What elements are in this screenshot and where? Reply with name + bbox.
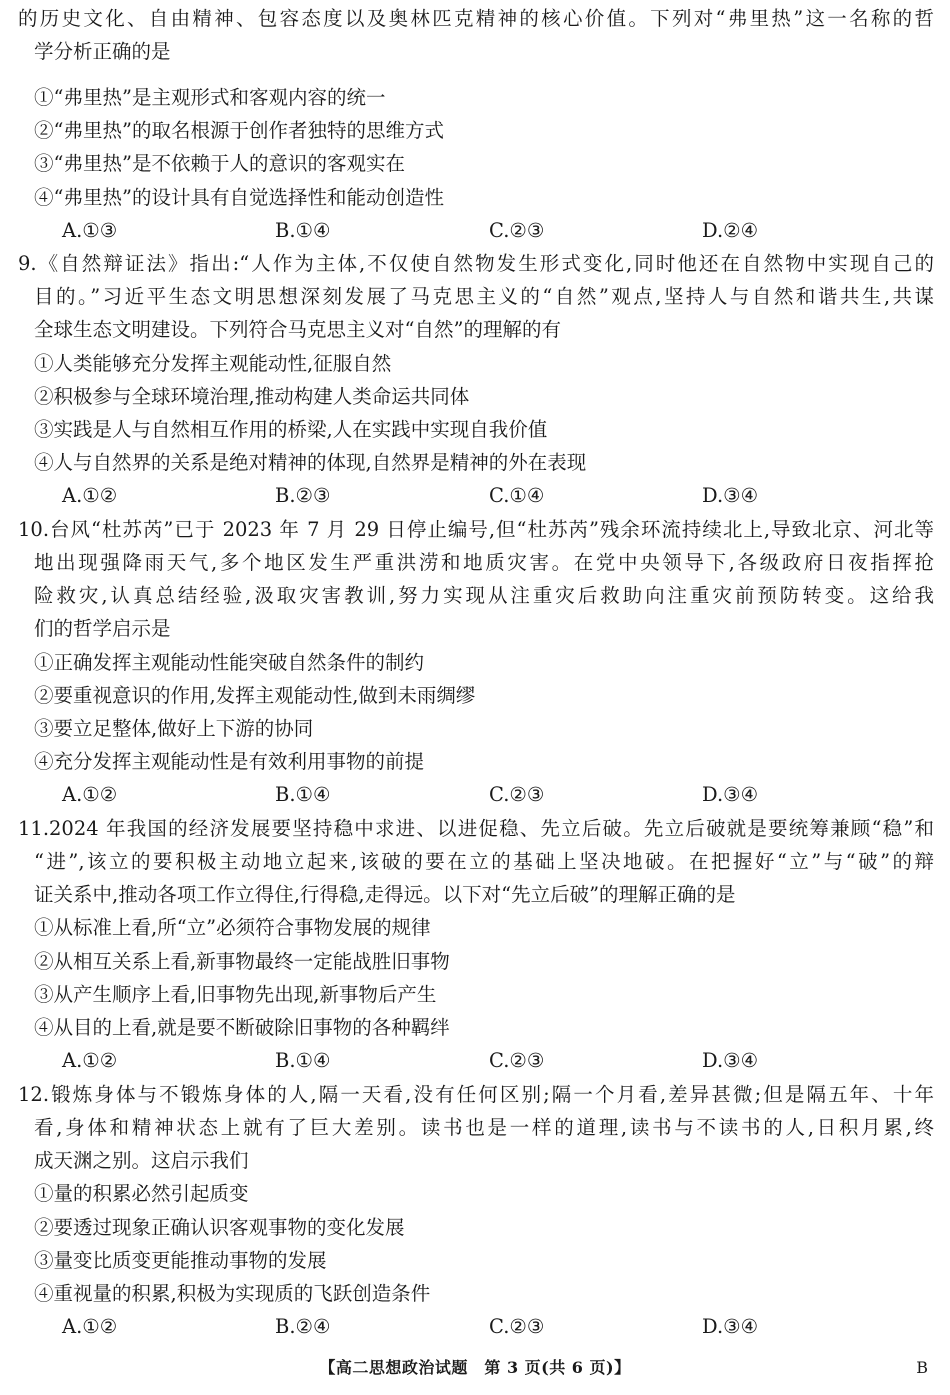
option-a: A.①② <box>62 783 118 806</box>
page-footer <box>0 1353 950 1383</box>
options-row <box>0 1044 950 1077</box>
option-a: A.①② <box>62 1049 118 1072</box>
statement-4: ④从目的上看,就是要不断破除旧事物的各种羁绊 <box>34 1016 450 1039</box>
statement-1: ①量的积累必然引起质变 <box>34 1182 249 1205</box>
statement-1: ①人类能够充分发挥主观能动性,征服自然 <box>34 352 392 375</box>
question-stem-line: 看,身体和精神状态上就有了巨大差别。读书也是一样的道理,读书与不读书的人,日积月累,终 <box>34 1116 934 1139</box>
statement-1: ①从标准上看,所“立”必须符合事物发展的规律 <box>34 916 431 939</box>
question-stem-line: 地出现强降雨天气,多个地区发生严重洪涝和地质灾害。在党中央领导下,各级政府日夜指挥抢 <box>34 551 934 574</box>
statement-3: ③从产生顺序上看,旧事物先出现,新事物后产生 <box>34 983 437 1006</box>
question-stem-line: 证关系中,推动各项工作立得住,行得稳,走得远。以下对“先立后破”的理解正确的是 <box>34 883 736 906</box>
option-c: C.②③ <box>489 783 545 806</box>
statement-2: ②积极参与全球环境治理,推动构建人类命运共同体 <box>34 385 470 408</box>
statement-2: ②从相互关系上看,新事物最终一定能战胜旧事物 <box>34 950 450 973</box>
option-d: D.③④ <box>702 1315 759 1338</box>
question-stem-line: 险救灾,认真总结经验,汲取灾害教训,努力实现从注重灾后救助向注重灾前预防转变。这给我 <box>34 584 934 607</box>
statement-2: ②要重视意识的作用,发挥主观能动性,做到未雨绸缪 <box>34 684 476 707</box>
option-d: D.③④ <box>702 484 759 507</box>
option-b: B.①④ <box>275 219 331 242</box>
question-stem-line: 目的。”习近平生态文明思想深刻发展了马克思主义的“自然”观点,坚持人与自然和谐共生,共谋 <box>34 285 934 308</box>
option-d: D.③④ <box>702 783 759 806</box>
statement-4: ④重视量的积累,积极为实现质的飞跃创造条件 <box>34 1282 431 1305</box>
question-stem-line: 9.《自然辩证法》指出:“人作为主体,不仅使自然物发生形式变化,同时他还在自然物中实现自己的 <box>18 252 934 275</box>
options-row <box>0 778 950 811</box>
statement-3: ③要立足整体,做好上下游的协同 <box>34 717 314 740</box>
option-c: C.②③ <box>489 1315 545 1338</box>
option-b: B.①④ <box>275 1049 331 1072</box>
statement-3: ③实践是人与自然相互作用的桥梁,人在实践中实现自我价值 <box>34 418 548 441</box>
statement-1: ①正确发挥主观能动性能突破自然条件的制约 <box>34 651 425 674</box>
option-a: A.①③ <box>62 219 118 242</box>
option-a: A.①② <box>62 1315 118 1338</box>
question-stem-line: “进”,该立的要积极主动地立起来,该破的要在立的基础上坚决地破。在把握好“立”与“破”的辩 <box>34 850 934 873</box>
footer-title: 【高二思想政治试题 第 3 页(共 6 页)】 <box>319 1358 631 1377</box>
statement-3: ③“弗里热”是不依赖于人的意识的客观实在 <box>34 152 405 175</box>
option-c: C.②③ <box>489 219 545 242</box>
option-d: D.②④ <box>702 219 759 242</box>
paper-version: B <box>916 1358 928 1377</box>
option-b: B.②③ <box>275 484 331 507</box>
statement-4: ④充分发挥主观能动性是有效利用事物的前提 <box>34 750 425 773</box>
option-d: D.③④ <box>702 1049 759 1072</box>
question-stem-line: 11.2024 年我国的经济发展要坚持稳中求进、以进促稳、先立后破。先立后破就是要统筹兼顾“稳”和 <box>18 817 934 840</box>
option-b: B.②④ <box>275 1315 331 1338</box>
statement-3: ③量变比质变更能推动事物的发展 <box>34 1249 327 1272</box>
question-stem-line: 成天渊之别。这启示我们 <box>34 1149 249 1172</box>
question-stem-line: 全球生态文明建设。下列符合马克思主义对“自然”的理解的有 <box>34 318 561 341</box>
statement-2: ②要透过现象正确认识客观事物的变化发展 <box>34 1216 405 1239</box>
statement-4: ④“弗里热”的设计具有自觉选择性和能动创造性 <box>34 186 444 209</box>
question-stem-line: 的历史文化、自由精神、包容态度以及奥林匹克精神的核心价值。下列对“弗里热”这一名称的哲 <box>18 7 934 30</box>
options-row <box>0 214 950 247</box>
question-stem-line: 们的哲学启示是 <box>34 617 171 640</box>
options-row <box>0 479 950 512</box>
option-c: C.②③ <box>489 1049 545 1072</box>
statement-1: ①“弗里热”是主观形式和客观内容的统一 <box>34 86 386 109</box>
question-stem-line: 10.台风“杜苏芮”已于 2023 年 7 月 29 日停止编号,但“杜苏芮”残余环流持续北上,导致北京、河北等 <box>18 518 934 541</box>
statement-2: ②“弗里热”的取名根源于创作者独特的思维方式 <box>34 119 444 142</box>
option-b: B.①④ <box>275 783 331 806</box>
option-c: C.①④ <box>489 484 545 507</box>
question-stem-line: 12.锻炼身体与不锻炼身体的人,隔一天看,没有任何区别;隔一个月看,差异甚微;但是隔五年、十年 <box>18 1083 934 1106</box>
question-stem-line: 学分析正确的是 <box>34 40 171 63</box>
statement-4: ④人与自然界的关系是绝对精神的体现,自然界是精神的外在表现 <box>34 451 587 474</box>
option-a: A.①② <box>62 484 118 507</box>
options-row <box>0 1310 950 1343</box>
